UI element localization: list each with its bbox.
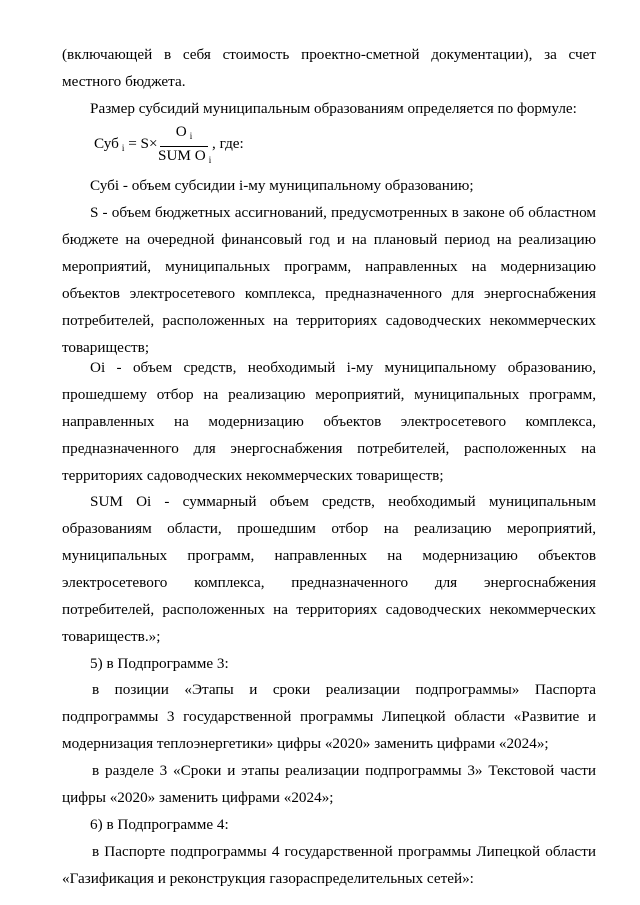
text-line: территориях садоводческих некоммерческих товариществ;	[62, 467, 444, 484]
formula-lhs	[94, 134, 158, 158]
text-line: электросетевого комплекса, предназначенного для энергоснабжения	[62, 574, 596, 591]
text-line: мероприятий, муниципальных программ, направленных на модернизацию	[62, 258, 596, 275]
formula-equals: = S×	[128, 135, 158, 152]
text-line: образованиям области, прошедшим отбор на реализацию мероприятий,	[62, 520, 596, 537]
text-line: SUM Oi - суммарный объем средств, необходимый муниципальным	[90, 493, 596, 510]
text-line: потребителей, расположенных на территориях садоводческих некоммерческих	[62, 312, 596, 329]
formula-lhs-text: Суб	[94, 135, 119, 152]
text-line: предназначенного для энергоснабжения потребителей, расположенных на	[62, 440, 596, 457]
formula-fraction	[158, 123, 210, 169]
text-line: «Газификация и реконструкция газораспределительных сетей»:	[62, 870, 474, 887]
text-line: потребителей, расположенных на территориях садоводческих некоммерческих	[62, 601, 596, 618]
text-line: в позиции «Этапы и сроки реализации подпрограммы» Паспорта	[92, 681, 596, 698]
text-line: товариществ;	[62, 339, 150, 356]
formula-numerator	[158, 123, 210, 145]
text-line: Oi - объем средств, необходимый i-му муниципальному образованию,	[90, 359, 596, 376]
denominator-text: SUM O	[158, 147, 206, 164]
formula-denominator	[158, 147, 210, 169]
text-line: прошедшему отбор на реализацию мероприятий, муниципальных программ,	[62, 386, 596, 403]
text-line: подпрограммы 3 государственной программы Липецкой области «Развитие и	[62, 708, 596, 725]
denominator-subscript: i	[208, 155, 212, 165]
text-line: в разделе 3 «Сроки и этапы реализации подпрограммы 3» Текстовой части	[92, 762, 596, 779]
text-line: модернизация теплоэнергетики» цифры «2020» заменить цифрами «2024»;	[62, 735, 549, 752]
text-line: 5) в Подпрограмме 3:	[90, 655, 229, 672]
numerator-subscript: i	[189, 131, 193, 141]
numerator-text: O	[175, 123, 187, 140]
formula-lhs-subscript: i	[121, 143, 125, 153]
text-line: S - объем бюджетных ассигнований, предусмотренных в законе об областном	[90, 204, 596, 221]
text-line: Размер субсидий муниципальным образованиям определяется по формуле:	[90, 100, 577, 117]
text-line: (включающей в себя стоимость проектно-сметной документации), за счет	[62, 46, 596, 63]
text-line: в Паспорте подпрограммы 4 государственной программы Липецкой области	[92, 843, 596, 860]
text-line: товариществ.»;	[62, 628, 161, 645]
formula-suffix: , где:	[212, 135, 244, 152]
text-line: цифры «2020» заменить цифрами «2024»;	[62, 789, 334, 806]
subsidy-formula	[94, 123, 314, 167]
text-line: направленных на модернизацию объектов электросетевого комплекса,	[62, 413, 596, 430]
text-line: объектов электросетевого комплекса, предназначенного для энергоснабжения	[62, 285, 596, 302]
text-line: 6) в Подпрограмме 4:	[90, 816, 229, 833]
text-line: муниципальных программ, направленных на модернизацию объектов	[62, 547, 596, 564]
text-line: местного бюджета.	[62, 73, 186, 90]
text-line: бюджете на очередной финансовый год и на плановый период на реализацию	[62, 231, 596, 248]
text-line: Субi - объем субсидии i-му муниципальному образованию;	[90, 177, 474, 194]
